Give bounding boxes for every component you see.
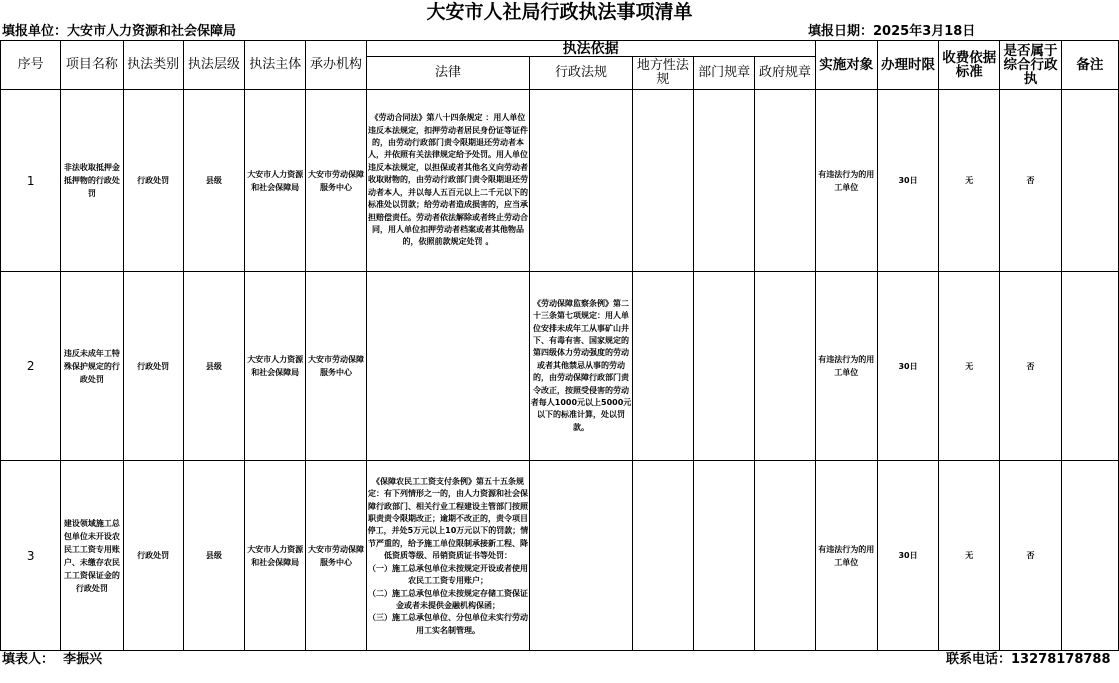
header-enforcement-subject: 执法主体 — [245, 41, 306, 90]
cell-time-limit: 30日 — [877, 461, 938, 651]
cell-item-name: 非法收取抵押金抵押物的行政处罚 — [61, 90, 123, 272]
contact-phone: 13278178788 — [1011, 652, 1111, 667]
cell-time-limit: 30日 — [877, 90, 938, 272]
cell-seq: 2 — [1, 272, 61, 461]
reporting-unit-value: 大安市人力资源和社会保障局 — [67, 24, 237, 39]
cell-gov-rules — [755, 461, 815, 651]
cell-local-regulation — [632, 272, 693, 461]
header-dept-rules: 部门规章 — [694, 57, 755, 90]
cell-target: 有违法行为的用工单位 — [815, 90, 877, 272]
enforcement-table — [0, 40, 1119, 651]
cell-subject: 大安市人力资源和社会保障局 — [245, 272, 306, 461]
page-title: 大安市人社局行政执法事项清单 — [426, 1, 693, 23]
cell-target: 有违法行为的用工单位 — [815, 461, 877, 651]
table-row — [1, 461, 1119, 651]
report-date — [808, 24, 975, 40]
header-handling-agency: 承办机构 — [306, 41, 366, 90]
header-seq: 序号 — [1, 41, 61, 90]
cell-admin-regulation: 《劳动保障监察条例》第二十三条第七项规定：用人单位安排未成年工从事矿山井下、有毒有害、国家规定的第四级体力劳动强度的劳动或者其他禁忌从事的劳动的，由劳动保障行政部门责令改正，按照受侵害的劳动者每人1000元以上5000元以下的标准计算，处以罚款。 — [530, 272, 632, 461]
cell-remarks — [1061, 90, 1118, 272]
cell-gov-rules — [755, 90, 815, 272]
preparer-name: 李振兴 — [63, 652, 103, 667]
cell-level: 县级 — [183, 90, 244, 272]
cell-local-regulation — [632, 90, 693, 272]
header-enforcement-level: 执法层级 — [183, 41, 244, 90]
cell-admin-regulation — [530, 461, 632, 651]
header-gov-rules: 政府规章 — [755, 57, 815, 90]
cell-gov-rules — [755, 272, 815, 461]
reporting-unit-label: 填报单位： — [2, 24, 68, 39]
cell-level: 县级 — [183, 272, 244, 461]
cell-subject: 大安市人力资源和社会保障局 — [245, 461, 306, 651]
preparer — [2, 651, 102, 669]
contact — [946, 651, 1111, 669]
contact-label: 联系电话： — [946, 652, 1012, 667]
header-local-regulation: 地方性法规 — [632, 57, 693, 90]
header-item-name: 项目名称 — [61, 41, 123, 90]
preparer-label: 填表人： — [2, 652, 55, 667]
header-fee-basis: 收费依据标准 — [939, 41, 1000, 90]
header-law: 法律 — [366, 57, 530, 90]
cell-admin-regulation — [530, 90, 632, 272]
header-remarks: 备注 — [1061, 41, 1118, 90]
cell-agency: 大安市劳动保障服务中心 — [306, 90, 366, 272]
header-enforcement-type: 执法类别 — [123, 41, 183, 90]
cell-seq: 1 — [1, 90, 61, 272]
reporting-unit — [2, 24, 236, 40]
table-row — [1, 90, 1119, 272]
cell-type: 行政处罚 — [123, 90, 183, 272]
header-admin-regulation: 行政法规 — [530, 57, 632, 90]
cell-comprehensive: 否 — [1000, 461, 1061, 651]
cell-local-regulation — [632, 461, 693, 651]
cell-fee: 无 — [939, 461, 1000, 651]
cell-seq: 3 — [1, 461, 61, 651]
cell-time-limit: 30日 — [877, 272, 938, 461]
report-date-label: 填报日期： — [808, 24, 874, 39]
cell-law — [366, 272, 530, 461]
cell-agency: 大安市劳动保障服务中心 — [306, 461, 366, 651]
cell-remarks — [1061, 272, 1118, 461]
cell-type: 行政处罚 — [123, 272, 183, 461]
header-target: 实施对象 — [815, 41, 877, 90]
cell-level: 县级 — [183, 461, 244, 651]
header-basis-group: 执法依据 — [366, 41, 815, 57]
table-row — [1, 272, 1119, 461]
cell-law: 《保障农民工工资支付条例》第五十五条规定：有下列情形之一的，由人力资源和社会保障行政部门、相关行业工程建设主管部门按照职责责令限期改正；逾期不改正的，责令项目停工，并处5万元以上10万元以下的罚款；情节严重的，给予施工单位限制承接新工程、降低资质等级、吊销资质证书等处罚： （一）施工总承包单位未按规定开设或者使用农民工工资专用账户； （二）施工总承包单位未按规定存储工资保证金或者未提供金融机构保函； （三）施工总承包单位、分包单位未实行劳动用工实名制管理。 — [366, 461, 530, 651]
cell-remarks — [1061, 461, 1118, 651]
cell-comprehensive: 否 — [1000, 272, 1061, 461]
cell-comprehensive: 否 — [1000, 90, 1061, 272]
header-comprehensive: 是否属于综合行政执 — [1000, 41, 1061, 90]
cell-fee: 无 — [939, 90, 1000, 272]
cell-item-name: 违反未成年工特殊保护规定的行政处罚 — [61, 272, 123, 461]
cell-law: 《劳动合同法》第八十四条规定 ：用人单位违反本法规定，扣押劳动者居民身份证等证件的，由劳动行政部门责令限期退还劳动者本人，并依照有关法律规定给予处罚。用人单位违反本法规定，以担保或者其他名义向劳动者收取财物的，由劳动行政部门责令限期退还劳动者本人，并以每人五百元以上二千元以下的标准处以罚款；给劳动者造成损害的，应当承担赔偿责任。劳动者依法解除或者终止劳动合同，用人单位扣押劳动者档案或者其他物品的，依照前款规定处罚 。 — [366, 90, 530, 272]
header-time-limit: 办理时限 — [877, 41, 938, 90]
report-date-value: 2025年3月18日 — [873, 24, 976, 39]
cell-agency: 大安市劳动保障服务中心 — [306, 272, 366, 461]
cell-fee: 无 — [939, 272, 1000, 461]
cell-target: 有违法行为的用工单位 — [815, 272, 877, 461]
cell-type: 行政处罚 — [123, 461, 183, 651]
cell-dept-rules — [694, 90, 755, 272]
cell-dept-rules — [694, 272, 755, 461]
cell-dept-rules — [694, 461, 755, 651]
cell-item-name: 建设领域施工总包单位未开设农民工工资专用账户、未缴存农民工工资保证金的行政处罚 — [61, 461, 123, 651]
cell-subject: 大安市人力资源和社会保障局 — [245, 90, 306, 272]
